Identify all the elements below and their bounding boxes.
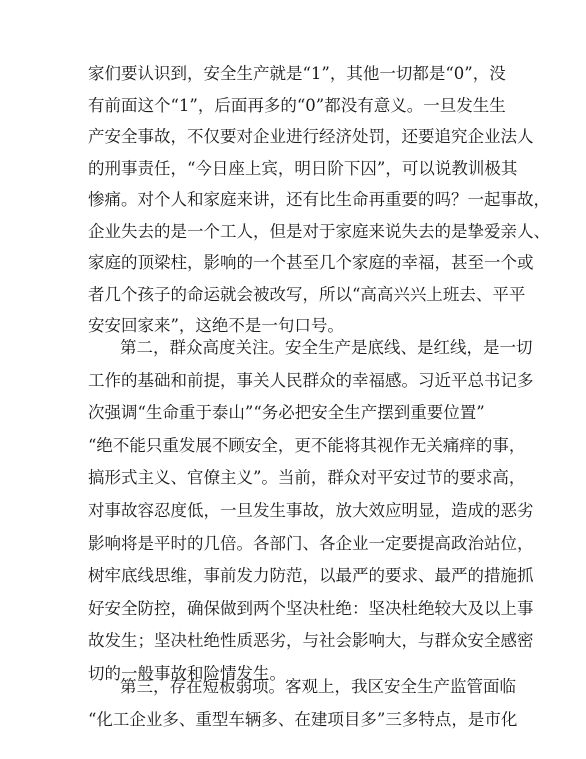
text-line: 者几个孩子的命运就会被改写，所以“高高兴兴上班去、平平: [88, 285, 526, 304]
text-line: 有前面这个“1”，后面再多的“0”都没有意义。一旦发生生: [88, 96, 506, 115]
text-line: “绝不能只重发展不顾安全，更不能将其视作无关痛痒的事，: [88, 436, 526, 455]
text-line: 故发生；坚决杜绝性质恶劣，与社会影响大，与群众安全感密: [88, 631, 534, 650]
text-line: 产安全事故，不仅要对企业进行经济处罚，还要追究企业法人: [88, 127, 534, 146]
text-line: 的刑事责任，“今日座上宾，明日阶下囚”，可以说教训极其: [88, 159, 518, 178]
text-line: 家庭的顶梁柱，影响的一个甚至几个家庭的幸福，甚至一个或: [88, 253, 534, 272]
text-line: 家们要认识到，安全生产就是“1”，其他一切都是“0”，没: [88, 64, 506, 83]
text-line: 工作的基础和前提，事关人民群众的幸福感。习近平总书记多: [88, 371, 534, 390]
text-line: 安安回家来”，这绝不是一句口号。: [88, 316, 344, 335]
text-line: 惨痛。对个人和家庭来讲，还有比生命再重要的吗？一起事故，: [88, 190, 550, 209]
text-line: 第三，存在短板弱项。客观上，我区安全生产监管面临: [120, 677, 516, 696]
text-line: “化工企业多、重型车辆多、在建项目多”三多特点，是市化: [88, 710, 518, 729]
text-line: 次强调“生命重于泰山”“务必把安全生产摆到重要位置”: [88, 403, 485, 422]
text-line: 切的一般事故和险情发生。: [88, 664, 286, 683]
text-line: 树牢底线思维，事前发力防范，以最严的要求、最严的措施抓: [88, 566, 534, 585]
text-line: 搞形式主义、官僚主义”。当前，群众对平安过节的要求高，: [88, 468, 526, 487]
text-line: 第二，群众高度关注。安全生产是底线、是红线，是一切: [120, 338, 533, 357]
text-line: 企业失去的是一个工人，但是对于家庭来说失去的是挚爱亲人、: [88, 222, 550, 241]
text-line: 影响将是平时的几倍。各部门、各企业一定要提高政治站位，: [88, 534, 534, 553]
text-line: 对事故容忍度低，一旦发生事故，放大效应明显，造成的恶劣: [88, 501, 534, 520]
text-line: 好安全防控，确保做到两个坚决杜绝：坚决杜绝较大及以上事: [88, 599, 534, 618]
